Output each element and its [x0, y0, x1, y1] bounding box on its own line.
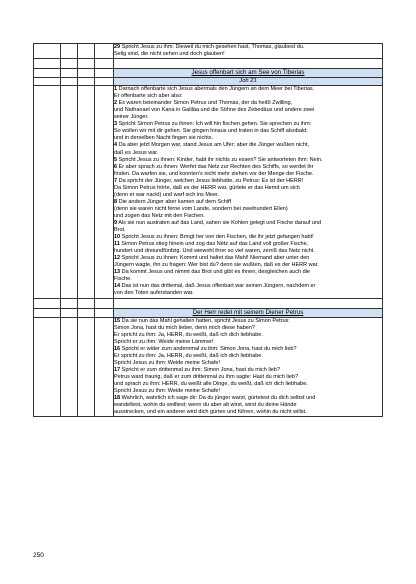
verse-line — [114, 353, 382, 360]
verse-line — [114, 402, 382, 409]
verse-line — [114, 213, 382, 220]
verse-text: Das ist nun das drittemal, daß Jesus offenbart war seinen Jüngern, nachdem er — [121, 283, 316, 290]
verse-text: Da kommt Jesus und nimmt das Brot und gibt es ihnen, desgleichen auch die — [121, 269, 310, 276]
verse-number: 4 — [114, 142, 118, 149]
section-heading — [114, 308, 383, 317]
text-row — [34, 317, 383, 417]
verse-cell — [114, 317, 383, 417]
verse-text: Er offenbarte sich aber also: — [114, 93, 183, 100]
verse-number: 5 — [114, 156, 118, 163]
verse-text: von den Toten auferstanden war. — [114, 290, 194, 297]
verse-text: Spricht er zu ihm: Weide meine Lämmer! — [114, 338, 214, 345]
verse-number: 15 — [114, 317, 121, 324]
verse-text: und in derselben Nacht fingen sie nichts. — [114, 135, 214, 142]
verse-line — [114, 381, 382, 388]
verse-line — [114, 283, 382, 290]
verse-text: Selig sind, die nicht sehen und doch glauben! — [114, 51, 225, 58]
spacer-row — [34, 298, 383, 308]
verse-line — [114, 367, 382, 374]
heading-row — [34, 69, 383, 78]
verse-line — [114, 339, 382, 346]
verse-text: So wollen wir mit dir gehen. Sie gingen hinaus und traten in das Schiff alsobald; — [114, 128, 308, 135]
heading-row — [34, 308, 383, 317]
verse-number: 9 — [114, 219, 118, 226]
margin-cell — [95, 308, 114, 317]
verse-line — [114, 192, 382, 199]
verse-number: 7 — [114, 177, 118, 184]
verse-text: Er spricht zu ihm: Ja, HERR, du weißt, daß ich dich liebhabe. — [114, 352, 263, 359]
verse-line — [114, 199, 382, 206]
verse-line — [114, 220, 382, 227]
verse-text: Spricht Jesus zu ihnen: Bringt her von den Fischen, die ihr jetzt gefangen habt! — [121, 234, 314, 241]
verse-line — [114, 51, 382, 58]
verse-line — [114, 332, 382, 339]
section-heading-text: Jesus offenbart sich am See von Tiberias — [191, 69, 305, 77]
verse-text: Als sie nun austraten auf das Land, sahen sie Kohlen gelegt und Fische darauf und — [118, 219, 322, 226]
verse-text: Da Simon Petrus hörte, daß es der HERR war, gürtete er das Hemd um sich — [114, 184, 300, 191]
verse-text: Simon Petrus stieg hinein und zog das Netz auf das Land voll großer Fische, — [121, 241, 309, 248]
verse-line — [114, 248, 382, 255]
verse-line — [114, 227, 382, 234]
verse-line — [114, 255, 382, 262]
margin-cell — [78, 59, 95, 69]
verse-line — [114, 206, 382, 213]
margin-cell — [61, 44, 78, 59]
verse-text: wandeltest, wohin du wolltest; wenn du aber alt wirst, wirst du deine Hände — [114, 402, 297, 409]
verse-line — [114, 276, 382, 283]
verse-text: Spricht Jesus zu ihnen: Kinder, habt ihr nichts zu essen? Sie antworteten ihm: Nein. — [118, 156, 323, 163]
margin-cell — [78, 86, 95, 298]
margin-cell — [61, 308, 78, 317]
verse-line — [114, 171, 382, 178]
verse-text: (denn sie waren nicht ferne vom Lande, sondern bei zweihundert Ellen) — [114, 205, 288, 212]
bible-page — [33, 43, 382, 417]
ref-row — [34, 78, 383, 86]
verse-text: Jüngern wagte, ihn zu fragen: Wer bist du? denn sie wußten, daß es der HERR war. — [114, 262, 319, 269]
margin-cell — [78, 317, 95, 417]
text-row — [34, 44, 383, 59]
verse-text: Es waren beieinander Simon Petrus und Thomas, der da heißt Zwilling, — [118, 100, 293, 107]
spacer-cell — [114, 59, 383, 69]
verse-text: Spricht Jesus zu ihnen: Kommt und haltet das Mahl! Niemand aber unter den — [121, 255, 310, 262]
margin-cell — [34, 69, 61, 78]
verse-line — [114, 395, 382, 402]
verse-number: 11 — [114, 241, 120, 248]
verse-line — [114, 388, 382, 395]
margin-cell — [34, 308, 61, 317]
verse-text: Petrus ward traurig, daß er zum drittenmal zu ihm sagte: Hast du mich lieb? — [114, 373, 299, 380]
verse-text: ausstrecken, und ein anderer wird dich gürten und führen, wohin du nicht willst. — [114, 409, 307, 416]
margin-cell — [61, 69, 78, 78]
verse-line — [114, 374, 382, 381]
verse-line — [114, 360, 382, 367]
margin-cell — [34, 78, 61, 86]
verse-text: daß es Jesus war. — [114, 149, 159, 156]
verse-text: Spricht Jesus zu ihm: Weide meine Schafe! — [114, 387, 220, 394]
verse-line — [114, 178, 382, 185]
verse-text: und sprach zu ihm: HERR, du weißt alle Dinge, du weißt, daß ich dich liebhabe. — [114, 380, 308, 387]
verse-line — [114, 150, 382, 157]
verse-number: 12 — [114, 255, 121, 262]
verse-line — [114, 290, 382, 297]
verse-number: 2 — [114, 100, 118, 107]
verse-number: 29 — [114, 44, 121, 50]
margin-cell — [78, 44, 95, 59]
verse-text: Spricht Simon Petrus zu ihnen: Ich will hin fischen gehen. Sie sprechen zu ihm: — [118, 121, 312, 128]
verse-line — [114, 121, 382, 128]
verse-line — [114, 107, 382, 114]
margin-cell — [61, 78, 78, 86]
verse-line — [114, 135, 382, 142]
verse-text: finden. Da warfen sie, und konnten's nicht mehr ziehen vor der Menge der Fische. — [114, 170, 314, 177]
spacer-cell — [114, 298, 383, 308]
verse-number: 16 — [114, 345, 121, 352]
margin-cell — [95, 86, 114, 298]
margin-cell — [61, 86, 78, 298]
verse-line — [114, 128, 382, 135]
verse-number: 8 — [114, 198, 118, 205]
verse-number: 18 — [114, 395, 121, 402]
margin-cell — [95, 78, 114, 86]
text-row — [34, 86, 383, 298]
verse-line — [114, 44, 382, 51]
verse-cell — [114, 44, 383, 59]
verse-line — [114, 185, 382, 192]
verse-number: 10 — [114, 234, 121, 241]
verse-text: und Nathanael von Kana in Galiläa und die Söhne des Zebedäus und andere zwei — [114, 107, 315, 114]
verse-text: Simon Jona, hast du mich lieber, denn mich diese haben? — [114, 324, 255, 331]
margin-cell — [61, 298, 78, 308]
verse-text: Darnach offenbarte sich Jesus abermals den Jüngern an dem Meer bei Tiberias. — [118, 86, 315, 93]
page-number: 250 — [33, 552, 44, 559]
margin-cell — [34, 298, 61, 308]
margin-cell — [95, 317, 114, 417]
margin-cell — [95, 298, 114, 308]
verse-number: 3 — [114, 121, 118, 128]
margin-cell — [34, 86, 61, 298]
margin-cell — [78, 69, 95, 78]
verse-line — [114, 409, 382, 416]
verse-line — [114, 157, 382, 164]
verse-line — [114, 325, 382, 332]
margin-cell — [95, 69, 114, 78]
verse-text: hundert und dreiundfünfzig. Und wiewohl ihrer so viel waren, zerriß das Netz nicht. — [114, 248, 315, 255]
verse-line — [114, 86, 382, 93]
verse-line — [114, 262, 382, 269]
verse-text: Die andern Jünger aber kamen auf dem Schiff — [118, 198, 232, 205]
margin-cell — [34, 59, 61, 69]
spacer-row — [34, 59, 383, 69]
verse-table — [33, 43, 383, 417]
verse-text: Da spricht der Jünger, welchen Jesus liebhatte, zu Petrus: Es ist der HERR! — [118, 177, 304, 184]
margin-cell — [34, 317, 61, 417]
verse-number: 14 — [114, 283, 121, 290]
margin-cell — [95, 59, 114, 69]
margin-cell — [61, 59, 78, 69]
margin-cell — [78, 308, 95, 317]
verse-line — [114, 114, 382, 121]
verse-text: Da aber jetzt Morgen war, stand Jesus am Ufer; aber die Jünger wußten nicht, — [118, 142, 310, 149]
verse-line — [114, 100, 382, 107]
verse-number: 1 — [114, 86, 118, 93]
verse-text: Brot. — [114, 227, 126, 234]
verse-text: Fische. — [114, 276, 132, 283]
verse-cell — [114, 86, 383, 298]
verse-text: Er aber sprach zu ihnen: Werfet das Netz zur Rechten des Schiffs, so werdet ihr — [118, 163, 314, 170]
margin-cell — [78, 78, 95, 86]
verse-line — [114, 142, 382, 149]
margin-cell — [78, 298, 95, 308]
verse-number: 6 — [114, 163, 118, 170]
verse-line — [114, 234, 382, 241]
verse-text: Spricht er wider zum andernmal zu ihm: Simon Jona, hast du mich lieb? — [121, 345, 297, 352]
verse-text: und zogen das Netz mit den Fischen. — [114, 212, 205, 219]
verse-number: 17 — [114, 366, 121, 373]
verse-text: Spricht er zum drittenmal zu ihm: Simon Jona, hast du mich lieb? — [121, 366, 281, 373]
verse-text: Da sie nun das Mahl gehalten hatten, spricht Jesus zu Simon Petrus: — [121, 317, 290, 324]
verse-line — [114, 346, 382, 353]
verse-line — [114, 93, 382, 100]
verse-text: seiner Jünger. — [114, 114, 149, 121]
verse-line — [114, 164, 382, 171]
chapter-reference: Joh 21 — [114, 78, 383, 86]
margin-cell — [95, 44, 114, 59]
verse-line — [114, 318, 382, 325]
verse-line — [114, 269, 382, 276]
verse-text: Er spricht zu ihm: Ja, HERR, du weißt, daß ich dich liebhabe. — [114, 331, 263, 338]
verse-text: Spricht Jesus zu ihm: Dieweil du mich gesehen hast, Thomas, glaubest du. — [121, 44, 305, 50]
section-heading — [114, 69, 383, 78]
verse-text: Wahrlich, wahrlich ich sage dir: Da du jünger warst, gürtetest du dich selbst und — [121, 395, 316, 402]
verse-number: 13 — [114, 269, 121, 276]
verse-text: (denn er war nackt) und warf sich ins Meer. — [114, 191, 220, 198]
verse-text: Spricht Jesus zu ihm: Weide meine Schafe! — [114, 359, 220, 366]
section-heading-text: Der Herr redet mit seinem Diener Petrus — [192, 308, 304, 316]
margin-cell — [34, 44, 61, 59]
verse-line — [114, 241, 382, 248]
margin-cell — [61, 317, 78, 417]
